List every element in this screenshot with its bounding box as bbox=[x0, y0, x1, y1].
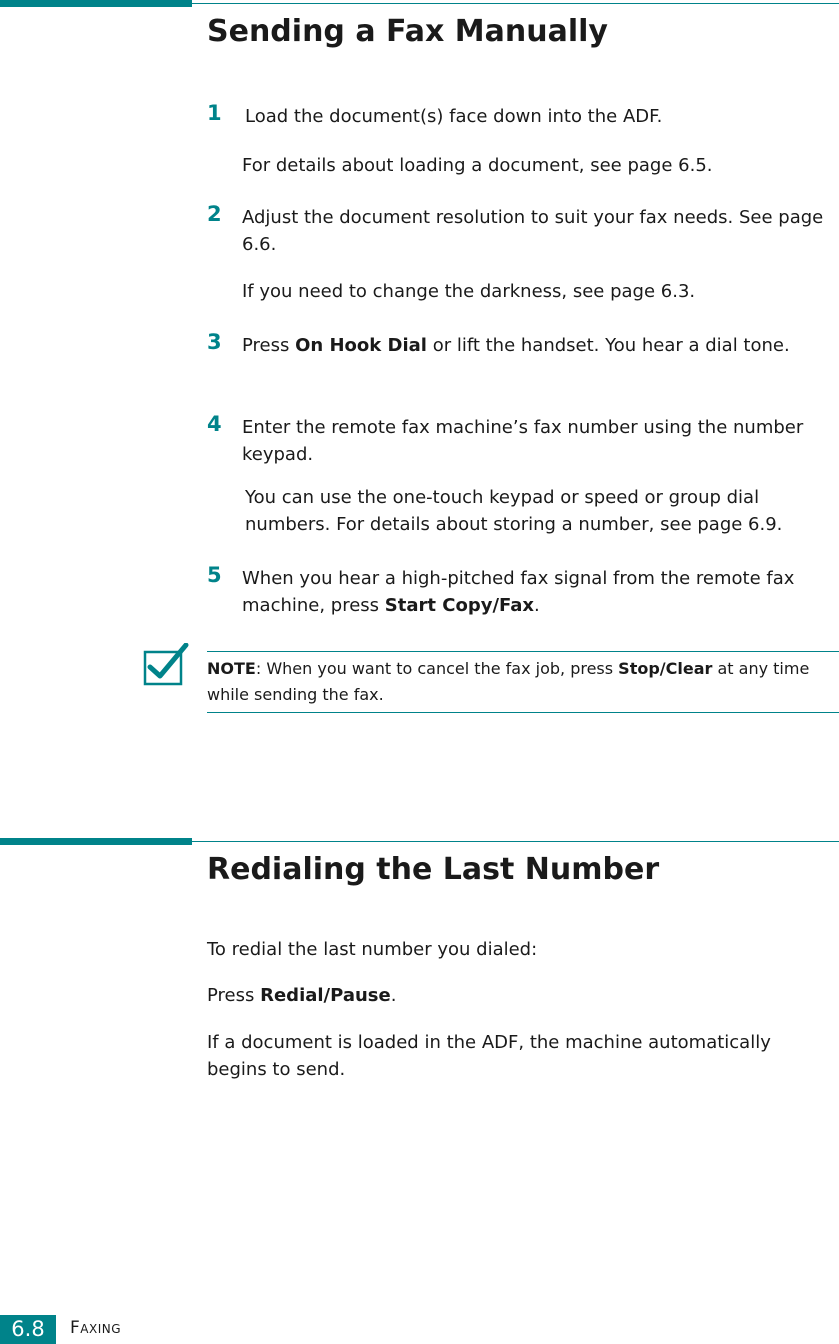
step-text: When you hear a high-pitched fax signal from the remote fax machine, press Start Copy/Fax. bbox=[242, 568, 795, 616]
step-number: 3 bbox=[207, 330, 222, 354]
step-2 bbox=[207, 204, 835, 305]
redial-outro: If a document is loaded in the ADF, the machine automatically begins to send. bbox=[207, 1032, 771, 1080]
chapter-label: Faxing bbox=[70, 1318, 122, 1338]
step-number: 5 bbox=[207, 563, 222, 587]
step-number: 2 bbox=[207, 202, 222, 226]
redial-intro: To redial the last number you dialed: bbox=[207, 939, 538, 960]
step-text: Load the document(s) face down into the ADF. bbox=[245, 106, 663, 127]
step-subtext: For details about loading a document, see page 6.5. bbox=[242, 155, 713, 176]
note-rule-bottom bbox=[207, 712, 839, 713]
redial-instruction: Press Redial/Pause. bbox=[207, 985, 397, 1006]
key-stop-clear: Stop/Clear bbox=[618, 659, 713, 678]
section-rule bbox=[192, 841, 839, 842]
key-on-hook-dial: On Hook Dial bbox=[295, 335, 427, 356]
section-bar bbox=[0, 838, 192, 845]
step-text: Adjust the document resolution to suit your fax needs. See page 6.6. bbox=[242, 207, 824, 255]
page-number: 6.8 bbox=[0, 1315, 56, 1344]
step-1 bbox=[207, 103, 835, 179]
step-4 bbox=[207, 414, 835, 538]
section-rule bbox=[192, 3, 839, 4]
step-5 bbox=[207, 565, 835, 619]
step-text: Press On Hook Dial or lift the handset. You hear a dial tone. bbox=[242, 335, 790, 356]
step-3 bbox=[207, 332, 835, 359]
note-rule-top bbox=[207, 651, 839, 652]
checkmark-note-icon bbox=[140, 643, 192, 687]
note-text: NOTE: When you want to cancel the fax job, press Stop/Clear at any time while sending the fax. bbox=[207, 659, 810, 704]
step-number: 1 bbox=[207, 101, 222, 125]
key-start-copy-fax: Start Copy/Fax bbox=[384, 595, 535, 616]
section-title-redialing: Redialing the Last Number bbox=[207, 852, 660, 887]
step-subtext: If you need to change the darkness, see page 6.3. bbox=[242, 281, 696, 302]
note-label: NOTE bbox=[207, 659, 256, 678]
section-title-sending-fax: Sending a Fax Manually bbox=[207, 14, 608, 49]
section-bar bbox=[0, 0, 192, 7]
step-number: 4 bbox=[207, 412, 222, 436]
step-text: Enter the remote fax machine’s fax number using the number keypad. bbox=[242, 417, 804, 465]
step-subtext: You can use the one-touch keypad or speed or group dial numbers. For details about storing a number, see page 6.9. bbox=[245, 487, 783, 535]
key-redial-pause: Redial/Pause bbox=[260, 985, 391, 1006]
